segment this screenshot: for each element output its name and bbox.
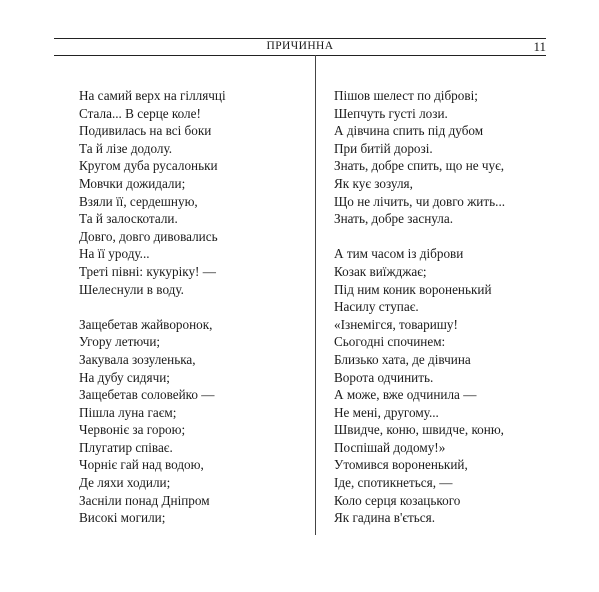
poem-line: Треті півні: кукуріку! — <box>79 263 216 279</box>
poem-line: Ворота одчинить. <box>334 369 434 385</box>
poem-stanza <box>79 316 319 527</box>
poem-line: Чорніє гай над водою, <box>79 457 204 473</box>
poem-line: При битій дорозі. <box>334 140 433 156</box>
poem-line: Кругом дуба русалоньки <box>79 158 218 174</box>
poem-line: Коло серця козацького <box>334 492 461 508</box>
poem-line: Не мені, другому... <box>334 404 439 420</box>
poem-line: А може, вже одчинила — <box>334 387 477 403</box>
running-header <box>54 38 546 56</box>
poem-line: На її уроду... <box>79 246 150 262</box>
poem-line: Високі могили; <box>79 510 166 526</box>
poem-line: Червоніє за горою; <box>79 422 186 438</box>
poem-line: На самий верх на гіллячці <box>79 88 226 103</box>
poem-line: Мовчки дожидали; <box>79 175 186 191</box>
poem-line: Подивилась на всі боки <box>79 123 212 139</box>
poem-line: Утомився вороненький, <box>334 457 468 473</box>
poem-stanza <box>79 87 319 298</box>
page-number: 11 <box>533 39 546 54</box>
poem-line: Довго, довго дивовались <box>79 228 218 244</box>
poem-line: Близько хата, де дівчина <box>334 351 471 367</box>
stanza-gap <box>334 228 574 246</box>
poem-stanza <box>334 245 574 527</box>
poem-line: Угору летючи; <box>79 334 161 350</box>
poem-line: Під ним коник вороненький <box>334 281 492 297</box>
poem-line: Закувала зозуленька, <box>79 351 196 367</box>
poem-stanza <box>334 87 574 228</box>
poem-line: Защебетав жайворонок, <box>79 316 213 332</box>
poem-line: Пішла луна гаєм; <box>79 404 177 420</box>
poem-line: Як кує зозуля, <box>334 175 413 191</box>
poem-line: Шепчуть густі лози. <box>334 105 448 121</box>
poem-line: Знать, добре заснула. <box>334 211 454 227</box>
poem-line: На дубу сидячи; <box>79 369 170 385</box>
poem-column-right <box>334 87 574 527</box>
poem-line: А тим часом із діброви <box>334 246 464 262</box>
poem-line: Поспішай додому!» <box>334 439 446 455</box>
poem-line: Що не лічить, чи довго жить... <box>334 193 506 209</box>
poem-line: Пішов шелест по діброві; <box>334 88 478 103</box>
poem-line: Знать, добре спить, що не чує, <box>334 158 505 174</box>
poem-line: Іде, спотикнеться, — <box>334 475 453 491</box>
poem-line: Защебетав соловейко — <box>79 387 215 403</box>
poem-line: Швидче, коню, швидче, коню, <box>334 422 504 438</box>
poem-line: Та й лізе додолу. <box>79 140 173 156</box>
poem-line: А дівчина спить під дубом <box>334 123 484 139</box>
poem-line: Та й залоскотали. <box>79 211 178 227</box>
poem-line: Взяли її, сердешную, <box>79 193 198 209</box>
poem-line: Шелеснули в воду. <box>79 281 184 297</box>
poem-line: Козак виїжджає; <box>334 263 427 279</box>
poem-column-left <box>79 87 319 527</box>
poem-line: Плугатир співає. <box>79 439 173 455</box>
poem-line: «Ізнемігся, товаришу! <box>334 316 458 332</box>
poem-line: Заснiли понад Дніпром <box>79 492 210 508</box>
poem-line: Насилу ступає. <box>334 299 419 315</box>
poem-line: Як гадина в'ється. <box>334 510 435 526</box>
poem-line: Сьогодні спочинем: <box>334 334 446 350</box>
header-title: ПРИЧИННА <box>266 40 334 52</box>
poem-line: Де ляхи ходили; <box>79 475 171 491</box>
stanza-gap <box>79 298 319 316</box>
poem-line: Стала... В серце коле! <box>79 105 201 121</box>
